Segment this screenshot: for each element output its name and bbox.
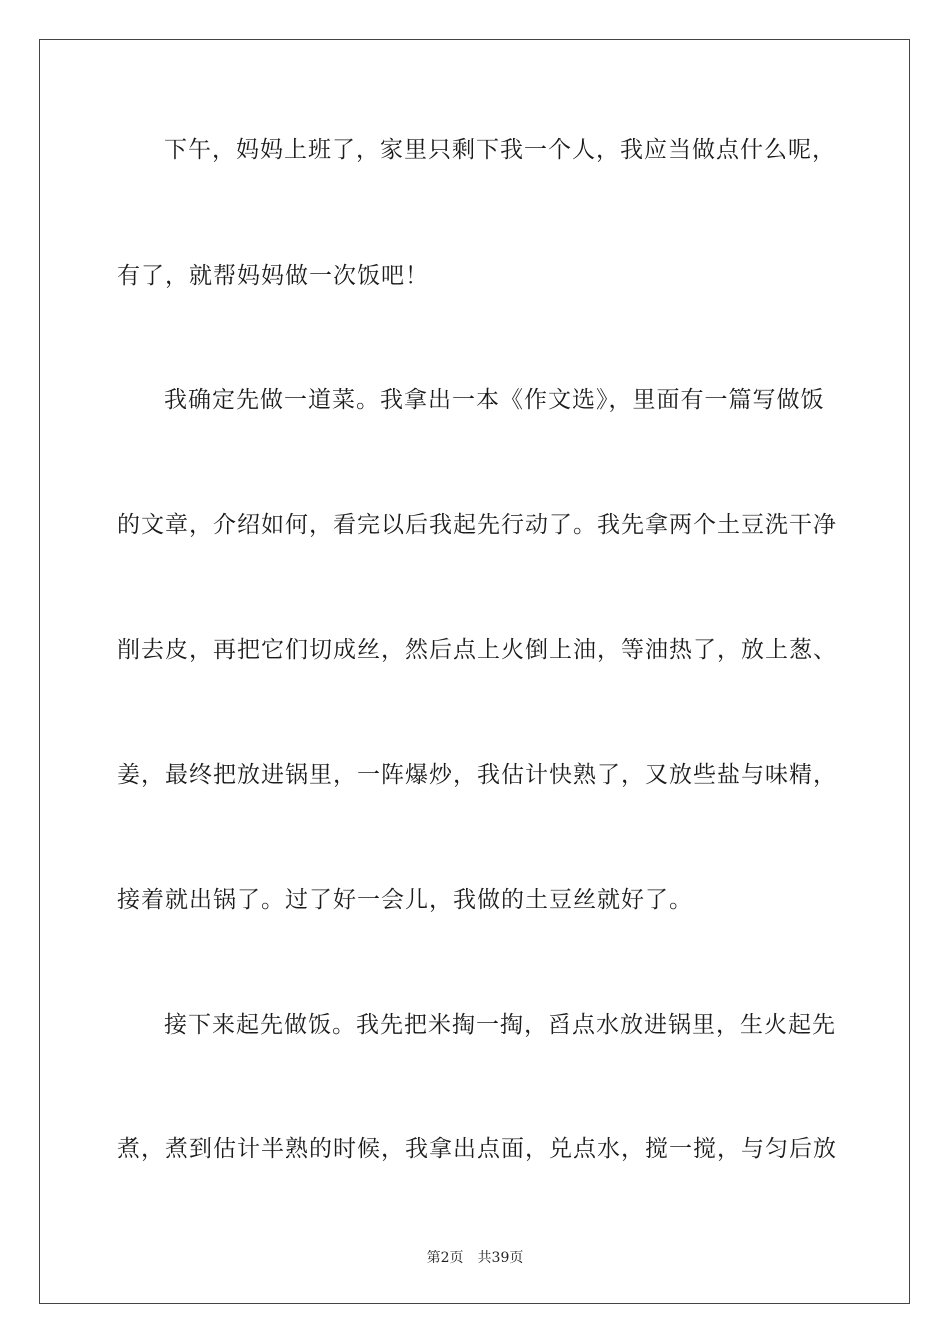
page-total: 共39页	[477, 1250, 524, 1266]
paragraph-line: 有了，就帮妈妈做一次饭吧！	[117, 263, 429, 289]
paragraph-line: 削去皮，再把它们切成丝，然后点上火倒上油，等油热了，放上葱、	[117, 637, 837, 663]
paragraph-line: 接下来起先做饭。我先把米掏一掏，舀点水放进锅里，生火起先	[164, 1012, 836, 1038]
paragraph-line: 煮，煮到估计半熟的时候，我拿出点面，兑点水，搅一搅，与匀后放	[117, 1136, 837, 1162]
page-number: 第2页	[426, 1250, 464, 1266]
paragraph-line: 姜，最终把放进锅里，一阵爆炒，我估计快熟了，又放些盐与味精，	[117, 762, 837, 788]
page-border	[39, 39, 910, 1304]
page-footer	[0, 1247, 950, 1267]
paragraph-line: 接着就出锅了。过了好一会儿，我做的土豆丝就好了。	[117, 887, 693, 913]
paragraph-line: 的文章，介绍如何，看完以后我起先行动了。我先拿两个土豆洗干净	[117, 512, 837, 538]
paragraph-line: 下午，妈妈上班了，家里只剩下我一个人，我应当做点什么呢，	[164, 137, 836, 163]
paragraph-line: 我确定先做一道菜。我拿出一本《作文选》，里面有一篇写做饭	[164, 387, 825, 413]
